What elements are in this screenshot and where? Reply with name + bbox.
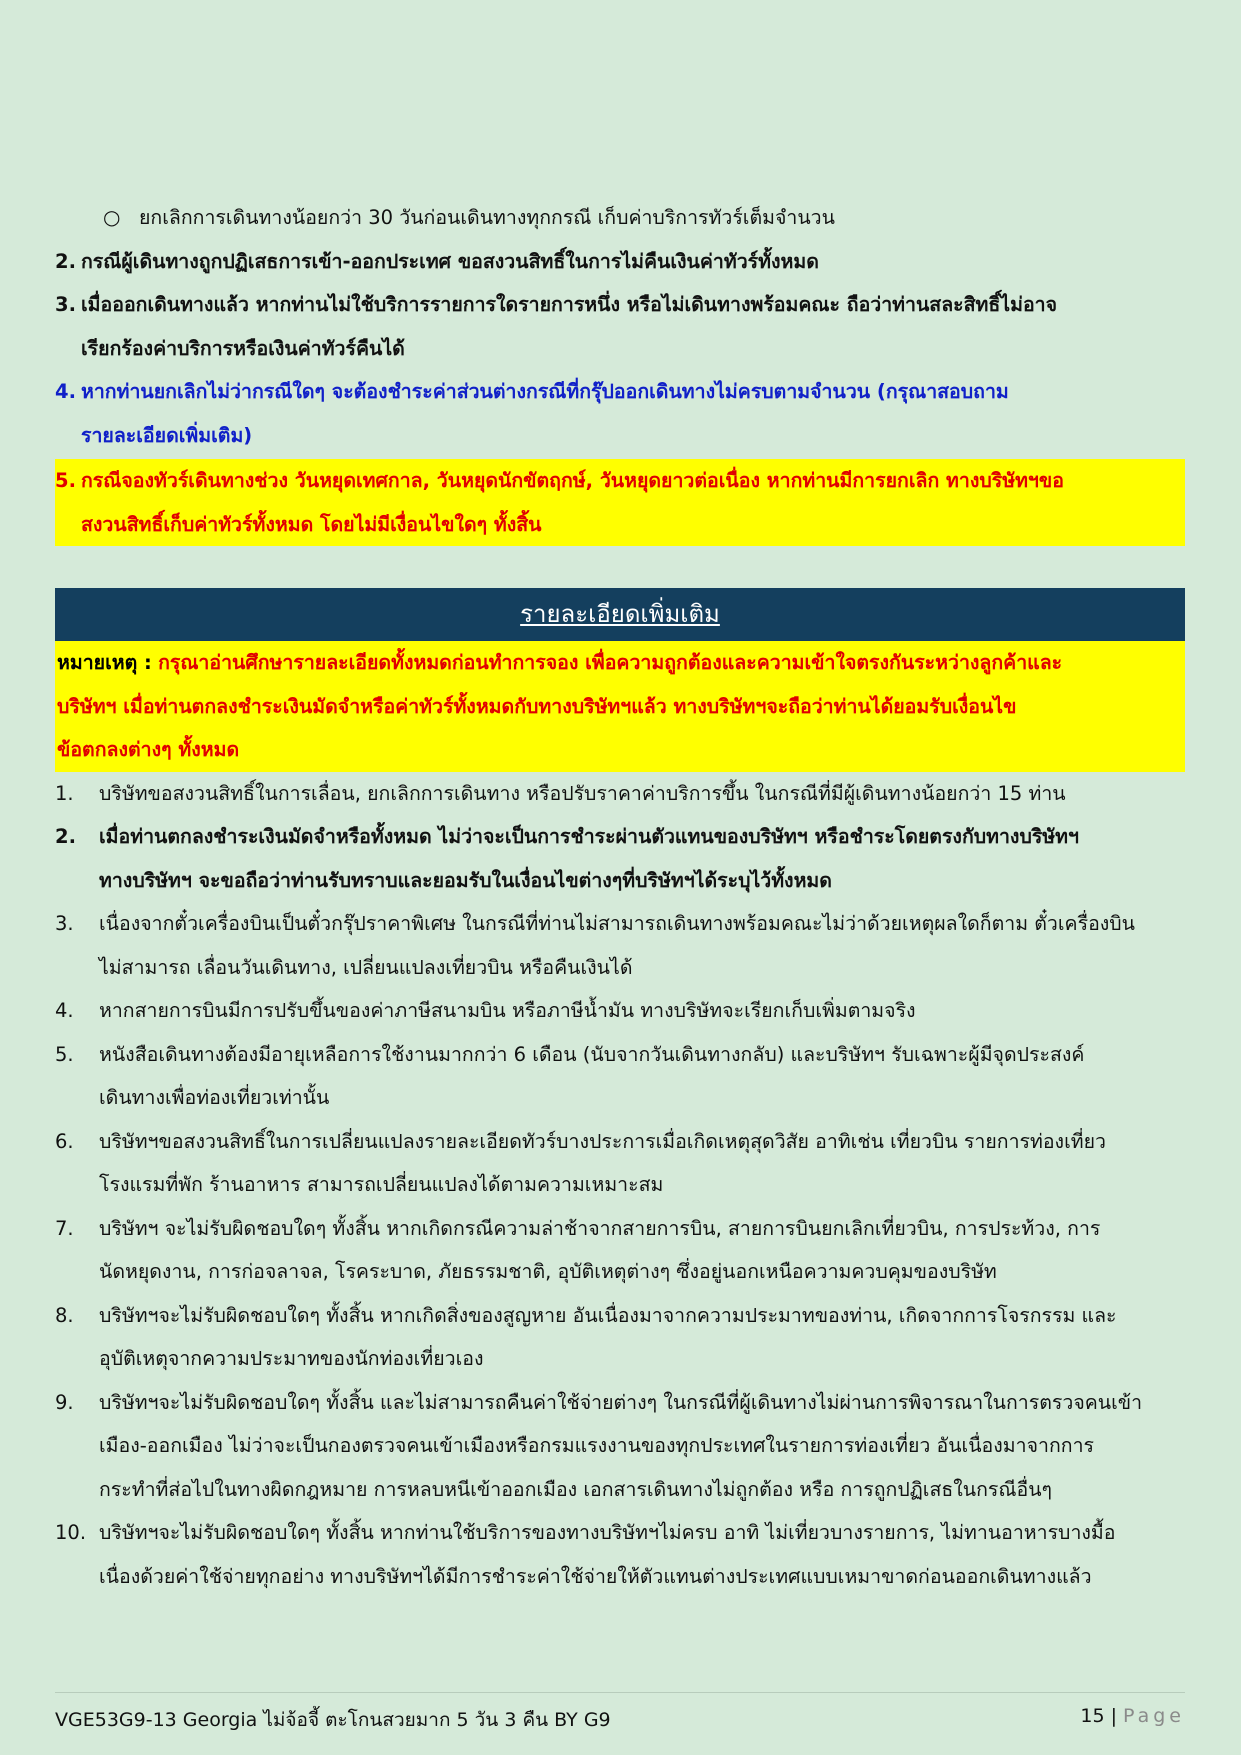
point-5-highlight: 5. กรณีจองทัวร์เดินทางช่วง วันหยุดเทศกาล, วันหยุดนักขัตฤกษ์, วันหยุดยาวต่อเนื่อง หากท่านมีการยกเลิก ทางบริษัทฯขอ สงวนสิทธิ์เก็บค่าทัวร์ทั้งหมด โดยไม่มีเงื่อนไขใดๆ ทั้งสิ้น bbox=[55, 459, 1185, 546]
list-item-number: 4. bbox=[55, 999, 74, 1022]
list-item-text: บริษัทฯขอสงวนสิทธิ์ในการเปลี่ยนแปลงรายละเอียดทัวร์บางประการเมื่อเกิดเหตุสุดวิสัย อาทิเช่น เที่ยวบิน รายการท่องเที่ยว โรงแรมที่พัก ร้านอาหาร สามารถเปลี่ยนแปลงได้ตามความเหมาะสม bbox=[99, 1129, 1106, 1196]
note-label: หมายเหตุ : bbox=[57, 651, 152, 674]
list-item-text: หนังสือเดินทางต้องมีอายุเหลือการใช้งานมากกว่า 6 เดือน (นับจากวันเดินทางกลับ) และบริษัทฯ รับเฉพาะผู้มีจุดประสงค์ เดินทางเพื่อท่องเที่ยวเท่านั้น bbox=[99, 1042, 1085, 1109]
circle-bullet-icon: ○ bbox=[103, 205, 121, 229]
list-item-number: 8. bbox=[55, 1303, 74, 1327]
page-number: 15 | Page bbox=[1080, 1705, 1185, 1727]
list-item-text: หากสายการบินมีการปรับขึ้นของค่าภาษีสนามบิน หรือภาษีน้ำมัน ทางบริษัทจะเรียกเก็บเพิ่มตามจริง bbox=[99, 999, 916, 1022]
list-item bbox=[55, 1511, 1185, 1598]
list-item bbox=[55, 1294, 1185, 1381]
list-item-text: บริษัทฯจะไม่รับผิดชอบใดๆ ทั้งสิ้น หากท่านใช้บริการของทางบริษัทฯไม่ครบ อาทิ ไม่เที่ยวบางรายการ, ไม่ทานอาหารบางมื้อ เนื่องด้วยค่าใช้จ่ายทุกอย่าง ทางบริษัทฯได้มีการชำระค่าใช้จ่ายให้ตัวแทนต่างประเทศแบบเหมาขาดก่อนออกเดินทางแล้ว bbox=[99, 1521, 1116, 1588]
list-item bbox=[55, 1207, 1185, 1294]
list-item-text: เมื่อท่านตกลงชำระเงินมัดจำหรือทั้งหมด ไม่ว่าจะเป็นการชำระผ่านตัวแทนของบริษัทฯ หรือชำระโดยตรงกับทางบริษัทฯ ทางบริษัทฯ จะขอถือว่าท่านรับทราบและยอมรับในเงื่อนไขต่างๆที่บริษัทฯได้ระบุไว้ทั้งหมด bbox=[99, 825, 1079, 892]
list-item bbox=[55, 1033, 1185, 1120]
list-item-number: 2. bbox=[55, 825, 76, 848]
list-item-text: เนื่องจากตั๋วเครื่องบินเป็นตั๋วกรุ๊ปราคาพิเศษ ในกรณีที่ท่านไม่สามารถเดินทางพร้อมคณะไม่ว่าด้วยเหตุผลใดก็ตาม ตั๋วเครื่องบิน ไม่สามารถ เลื่อนวันเดินทาง, เปลี่ยนแปลงเที่ยวบิน หรือคืนเงินได้ bbox=[99, 912, 1136, 979]
list-item-number: 10. bbox=[55, 1521, 87, 1544]
note-text: กรุณาอ่านศึกษารายละเอียดทั้งหมดก่อนทำการจอง เพื่อความถูกต้องและความเข้าใจตรงกันระหว่างลูกค้าและ บริษัทฯ เมื่อท่านตกลงชำระเงินมัดจำหรือค่าทัวร์ทั้งหมดกับทางบริษัทฯแล้ว ทางบริษัทฯจะถือว่าท่านได้ยอมรับเงื่อนไข ข้อตกลงต่างๆ ทั้งหมด bbox=[57, 651, 1063, 761]
list-item-number: 1. bbox=[55, 781, 74, 805]
point-2: 2. กรณีผู้เดินทางถูกปฏิเสธการเข้า-ออกประเทศ ขอสงวนสิทธิ์ในการไม่คืนเงินค่าทัวร์ทั้งหมด bbox=[55, 249, 819, 273]
list-item bbox=[55, 989, 1185, 1033]
list-item-text: บริษัทฯ จะไม่รับผิดชอบใดๆ ทั้งสิ้น หากเกิดกรณีความล่าช้าจากสายการบิน, สายการบินยกเลิกเที่ยวบิน, การประท้วง, การ นัดหยุดงาน, การก่อจลาจล, โรคระบาด, ภัยธรรมชาติ, อุบัติเหตุต่างๆ ซึ่งอยู่นอกเหนือความควบคุมของบริษัท bbox=[99, 1216, 1101, 1283]
list-item-number: 6. bbox=[55, 1129, 74, 1153]
list-item-text: บริษัทฯจะไม่รับผิดชอบใดๆ ทั้งสิ้น หากเกิดสิ่งของสูญหาย อันเนื่องมาจากความประมาทของท่าน, เกิดจากการโจรกรรม และ อุบัติเหตุจากความประมาทของนักท่องเที่ยวเอง bbox=[99, 1303, 1117, 1370]
footer-doc-title: VGE53G9-13 Georgia ไม่จ้อจี้ ตะโกนสวยมาก 5 วัน 3 คืน BY G9 bbox=[55, 1709, 611, 1731]
list-item-number: 9. bbox=[55, 1390, 74, 1414]
page-footer bbox=[55, 1692, 1185, 1735]
list-item bbox=[55, 902, 1185, 989]
list-item bbox=[55, 772, 1185, 816]
note-box bbox=[55, 641, 1185, 772]
point-3: 3. เมื่อออกเดินทางแล้ว หากท่านไม่ใช้บริการรายการใดรายการหนึ่ง หรือไม่เดินทางพร้อมคณะ ถือว่าท่านสละสิทธิ์ไม่อาจ เรียกร้องค่าบริการหรือเงินค่าทัวร์คืนได้ bbox=[55, 293, 1058, 360]
list-item bbox=[55, 815, 1185, 902]
point-4: 4. หากท่านยกเลิกไม่ว่ากรณีใดๆ จะต้องชำระค่าส่วนต่างกรณีที่กรุ๊ปออกเดินทางไม่ครบตามจำนวน (กรุณาสอบถาม รายละเอียดเพิ่มเติม) bbox=[55, 380, 1009, 447]
list-item bbox=[55, 1381, 1185, 1512]
section-title: รายละเอียดเพิ่มเติม bbox=[55, 588, 1185, 641]
cancel-bullet-line bbox=[55, 196, 1185, 240]
document-body bbox=[55, 196, 1185, 1598]
list-item-text: บริษัทฯจะไม่รับผิดชอบใดๆ ทั้งสิ้น และไม่สามารถคืนค่าใช้จ่ายต่างๆ ในกรณีที่ผู้เดินทางไม่ผ่านการพิจารณาในการตรวจคนเข้า เมือง-ออกเมือง ไม่ว่าจะเป็นกองตรวจคนเข้าเมืองหรือกรมแรงงานของทุกประเทศในรายการท่องเที่ยว อันเนื่องมาจากการ กระทำที่ส่อไปในทางผิดกฎหมาย การหลบหนีเข้าออกเมือง เอกสารเดินทางไม่ถูกต้อง หรือ การถูกปฏิเสธในกรณีอื่นๆ bbox=[99, 1390, 1143, 1501]
bullet-text: ยกเลิกการเดินทางน้อยกว่า 30 วันก่อนเดินทางทุกกรณี เก็บค่าบริการทัวร์เต็มจำนวน bbox=[139, 206, 835, 229]
conditions-list bbox=[55, 772, 1185, 1599]
list-item-number: 3. bbox=[55, 912, 74, 935]
list-item-text: บริษัทขอสงวนสิทธิ์ในการเลื่อน, ยกเลิกการเดินทาง หรือปรับราคาค่าบริการขึ้น ในกรณีที่มีผู้เดินทางน้อยกว่า 15 ท่าน bbox=[99, 781, 1066, 805]
list-item-number: 5. bbox=[55, 1042, 74, 1066]
list-item bbox=[55, 1120, 1185, 1207]
list-item-number: 7. bbox=[55, 1216, 74, 1240]
